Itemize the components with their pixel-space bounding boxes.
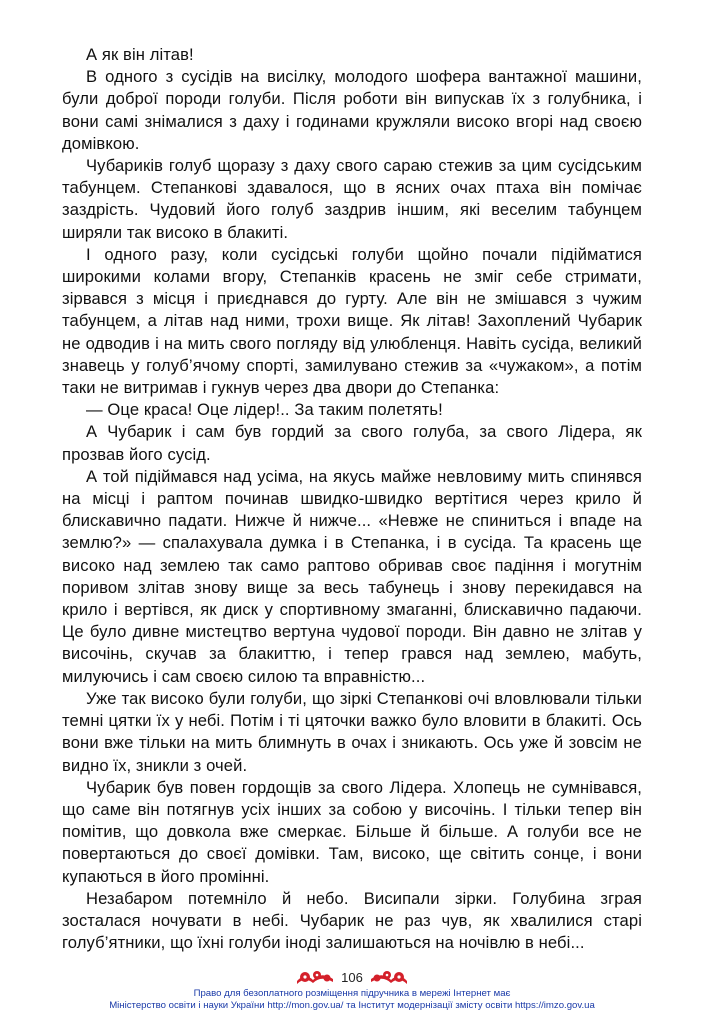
left-flower-ornament-icon bbox=[295, 968, 335, 986]
paragraph-10: Незабаром потемніло й небо. Висипали зірки. Голубина зграя зосталася ночувати в небі. Чубарик не раз чув, як хвалилися старі голуб’ятники, що їхні голуби іноді залишаються на ночівлю в небі... bbox=[62, 888, 642, 953]
paragraph-3: Чубариків голуб щоразу з даху свого сараю стежив за цим сусідським табунцем. Степанкові здавалося, що в ясних очах птаха він помічає заздрість. Чудовий його голуб заздрив іншим, які веселим табунцем ширяли так високо в блакиті. bbox=[62, 156, 642, 242]
right-flower-ornament-icon bbox=[369, 968, 409, 986]
page-body bbox=[62, 44, 642, 954]
copyright-notice-line-2: Міністерство освіти і науки України http://mon.gov.ua/ та Інститут модернізації змісту освіти https://imzo.gov.ua bbox=[109, 1000, 595, 1011]
paragraph-4: І одного разу, коли сусідські голуби щойно почали підійматися широкими колами вгору, Степанків красень не зміг себе стримати, зірвався з місця і приєднався до гурту. Але він не змішався з чужим табунцем, а літав над ними, трохи вище. Як літав! Захоплений Чубарик не одводив і на мить свого погляду від улюбленця. Навіть сусіда, великий знавець у голуб’ячому спорті, замилувано стежив за «чужаком», а потім таки не витримав і гукнув через два двори до Степанка: bbox=[62, 244, 642, 398]
page-number-row bbox=[0, 966, 704, 988]
copyright-notice-line-1: Право для безоплатного розміщення підручника в мережі Інтернет має bbox=[193, 988, 511, 999]
paragraph-6: А Чубарик і сам був гордий за свого голуба, за свого Лідера, як прозвав його сусід. bbox=[62, 422, 642, 464]
paragraph-5: — Оце краса! Оце лідер!.. За таким полетять! bbox=[86, 400, 443, 420]
paragraph-1: А як він літав! bbox=[86, 45, 194, 64]
paragraph-7: А той підіймався над усіма, на якусь майже невловиму мить спинявся на місці і раптом починав швидко-швидко вертітися через крило й блискавично падати. Нижче й нижче... «Невже не спиниться і впаде на землю?» — спалахувала думка і в Степанка, і в сусіда. Та красень ще високо над землею так само раптово обривав своє падіння і могутнім поривом злітав знову вище за весь табунець і знову перекидався на крило і вертівся, як диск у спортивному змаганні, блискавично падаючи. Це було дивне мистецтво вертуна чудової породи. Він давно не злітав у височінь, скучав за блакиттю, і тепер грався над землею, мабуть, милуючись і сам своєю силою та вправністю... bbox=[62, 466, 642, 686]
page-number: 106 bbox=[335, 970, 369, 985]
paragraph-2: В одного з сусідів на висілку, молодого шофера вантажної машини, були доброї породи голуби. Після роботи він випускав їх з голубника, і вони самі знімалися з даху і годинами кружляли високо вгорі над своєю домівкою. bbox=[62, 67, 642, 153]
copyright-notice bbox=[0, 988, 704, 1012]
paragraph-9: Чубарик був повен гордощів за свого Лідера. Хлопець не сумнівався, що саме він потягнув усіх інших за собою у височінь. І тільки тепер він помітив, що довкола вже смеркає. Більше й більше. А голуби все не повертаються до своєї домівки. Там, високо, ще світить сонце, і вони купаються в його промінні. bbox=[62, 777, 642, 886]
page-footer bbox=[0, 966, 704, 1012]
paragraph-8: Уже так високо були голуби, що зіркі Степанкові очі вловлювали тільки темні цятки їх у небі. Потім і ті цяточки важко було вловити в блакиті. Ось вони вже тільки на мить блимнуть в очах і зникають. Ось уже й зовсім не видно їх, зникли з очей. bbox=[62, 688, 642, 775]
